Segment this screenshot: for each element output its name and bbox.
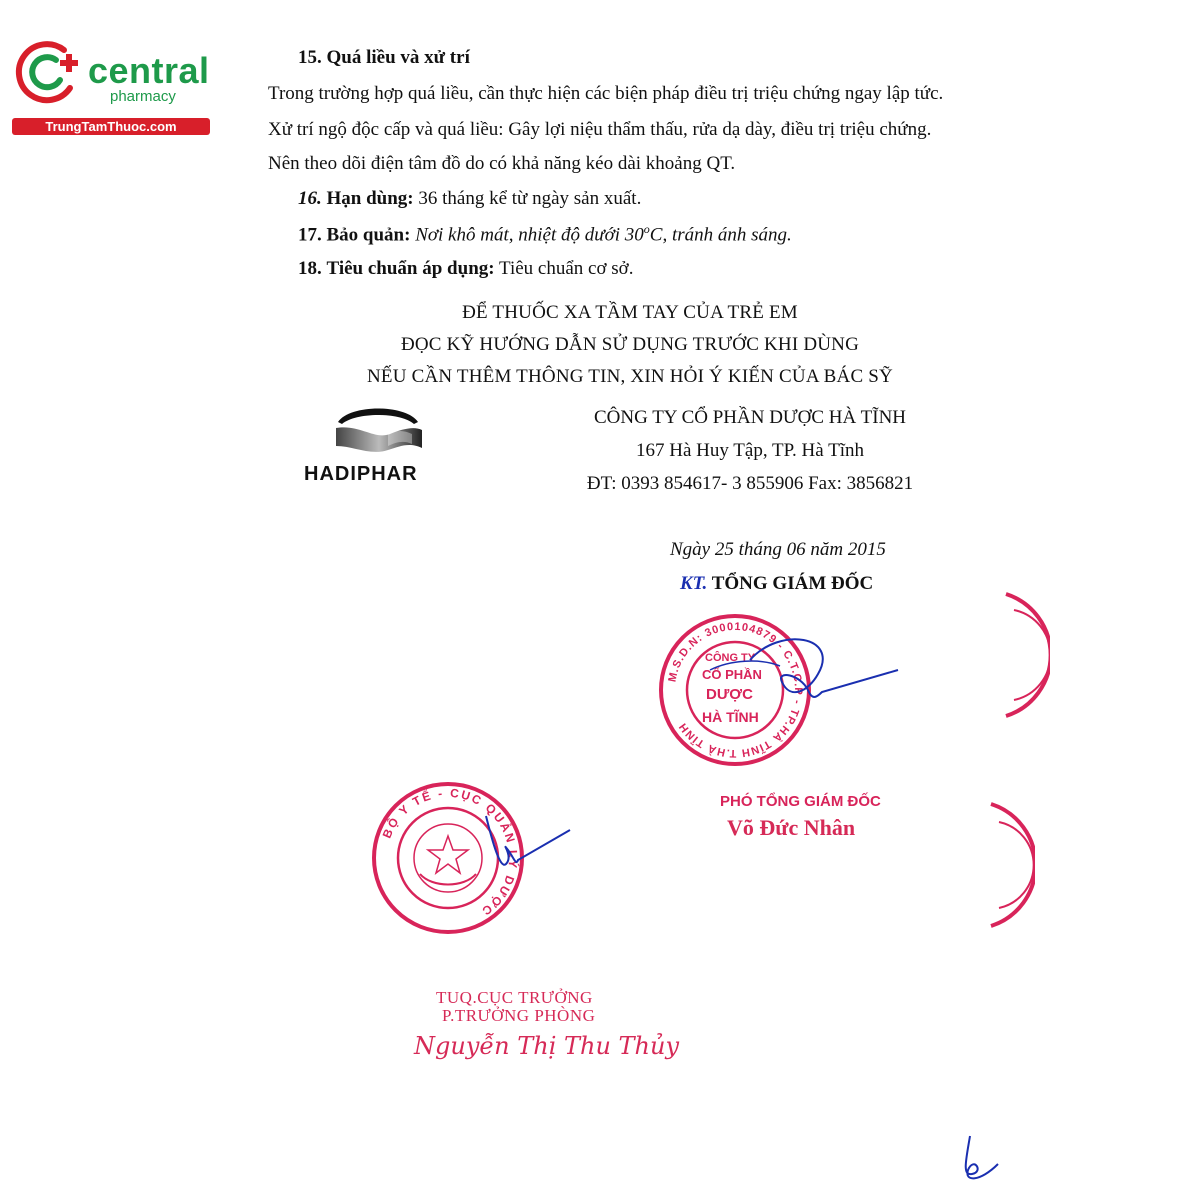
section-15-line: Trong trường hợp quá liều, cần thực hiện các biện pháp điều trị triệu chứng ngay lập tức.	[268, 83, 944, 104]
warning-line: ĐỌC KỸ HƯỚNG DẪN SỬ DỤNG TRƯỚC KHI DÙNG	[400, 334, 860, 355]
authority-title: P.TRƯỞNG PHÒNG	[442, 1006, 596, 1025]
brand-url: TrungTamThuoc.com	[45, 119, 177, 134]
section-18	[298, 259, 633, 278]
section-number: 17.	[298, 224, 322, 246]
director-signature-icon	[690, 630, 910, 720]
stamp-center-line: HÀ TĨNH	[702, 709, 759, 725]
company-address: 167 Hà Huy Tập, TP. Hà Tĩnh	[636, 440, 864, 461]
ministry-stamp-ring: BỘ Y TẾ - CỤC QUẢN LÝ DƯỢC	[379, 785, 521, 920]
section-15-heading	[298, 48, 470, 67]
company-name: CÔNG TY CỔ PHẦN DƯỢC HÀ TĨNH	[593, 407, 907, 428]
section-title: Quá liều và xử trí	[326, 47, 470, 68]
section-text-after: C, tránh ánh sáng.	[649, 224, 792, 246]
degree-sup: o	[643, 222, 650, 236]
section-15-line: Xử trí ngộ độc cấp và quá liều: Gây lợi niệu thẩm thấu, rửa dạ dày, điều trị triệu chứng.	[268, 119, 932, 140]
warning-line: ĐỂ THUỐC XA TẦM TAY CỦA TRẺ EM	[462, 302, 798, 323]
section-text: 36 tháng kể từ ngày sản xuất.	[418, 188, 642, 209]
brand-name: central	[88, 50, 210, 91]
section-text: Tiêu chuẩn cơ sở.	[499, 258, 634, 279]
authority-name: Nguyễn Thị Thu Thủy	[414, 1032, 680, 1060]
deputy-name: Võ Đức Nhân	[727, 815, 856, 840]
signature-role-title: TỔNG GIÁM ĐỐC	[711, 573, 874, 594]
partial-stamp-icon	[985, 800, 1035, 930]
section-17	[298, 223, 792, 244]
section-15-line: Nên theo dõi điện tâm đồ do có khả năng kéo dài khoảng QT.	[268, 153, 736, 174]
stamp-center-line: CÔNG TY	[705, 652, 756, 664]
hadiphar-logo-icon	[330, 402, 426, 462]
signature-date: Ngày 25 tháng 06 năm 2015	[670, 539, 886, 560]
company-stamp-ring: M.S.D.N: 3000104879 - C.T.C.P - TP.HÀ TĨNH T.HÀ TĨNH	[666, 620, 805, 760]
section-number: 15.	[298, 47, 322, 68]
signature-prefix: KT.	[680, 573, 708, 594]
warning-line: NẾU CẦN THÊM THÔNG TIN, XIN HỎI Ý KIẾN CỦA BÁC SỸ	[367, 366, 893, 387]
section-number: 16.	[298, 188, 322, 209]
partial-stamp-icon	[1000, 590, 1050, 720]
section-title: Bảo quản:	[326, 224, 411, 246]
section-title: Tiêu chuẩn áp dụng:	[326, 258, 495, 279]
initial-mark-icon	[950, 1130, 1010, 1190]
section-text: Nơi khô mát, nhiệt độ dưới 30	[415, 224, 644, 246]
section-title: Hạn dùng:	[326, 188, 414, 209]
stamp-center-line: CỔ PHẦN	[702, 667, 762, 682]
brand-subtitle: pharmacy	[110, 88, 176, 105]
hadiphar-logo-text: HADIPHAR	[304, 463, 418, 485]
company-phone: ĐT: 0393 854617- 3 855906 Fax: 3856821	[586, 473, 914, 494]
authority-signature-icon	[470, 810, 580, 890]
authority-title: TUQ.CỤC TRƯỞNG	[436, 988, 593, 1007]
section-16	[298, 189, 641, 208]
deputy-title: PHÓ TỔNG GIÁM ĐỐC	[720, 793, 881, 810]
stamp-center-line: DƯỢC	[706, 686, 753, 703]
section-number: 18.	[298, 258, 322, 279]
signature-role	[680, 574, 873, 593]
